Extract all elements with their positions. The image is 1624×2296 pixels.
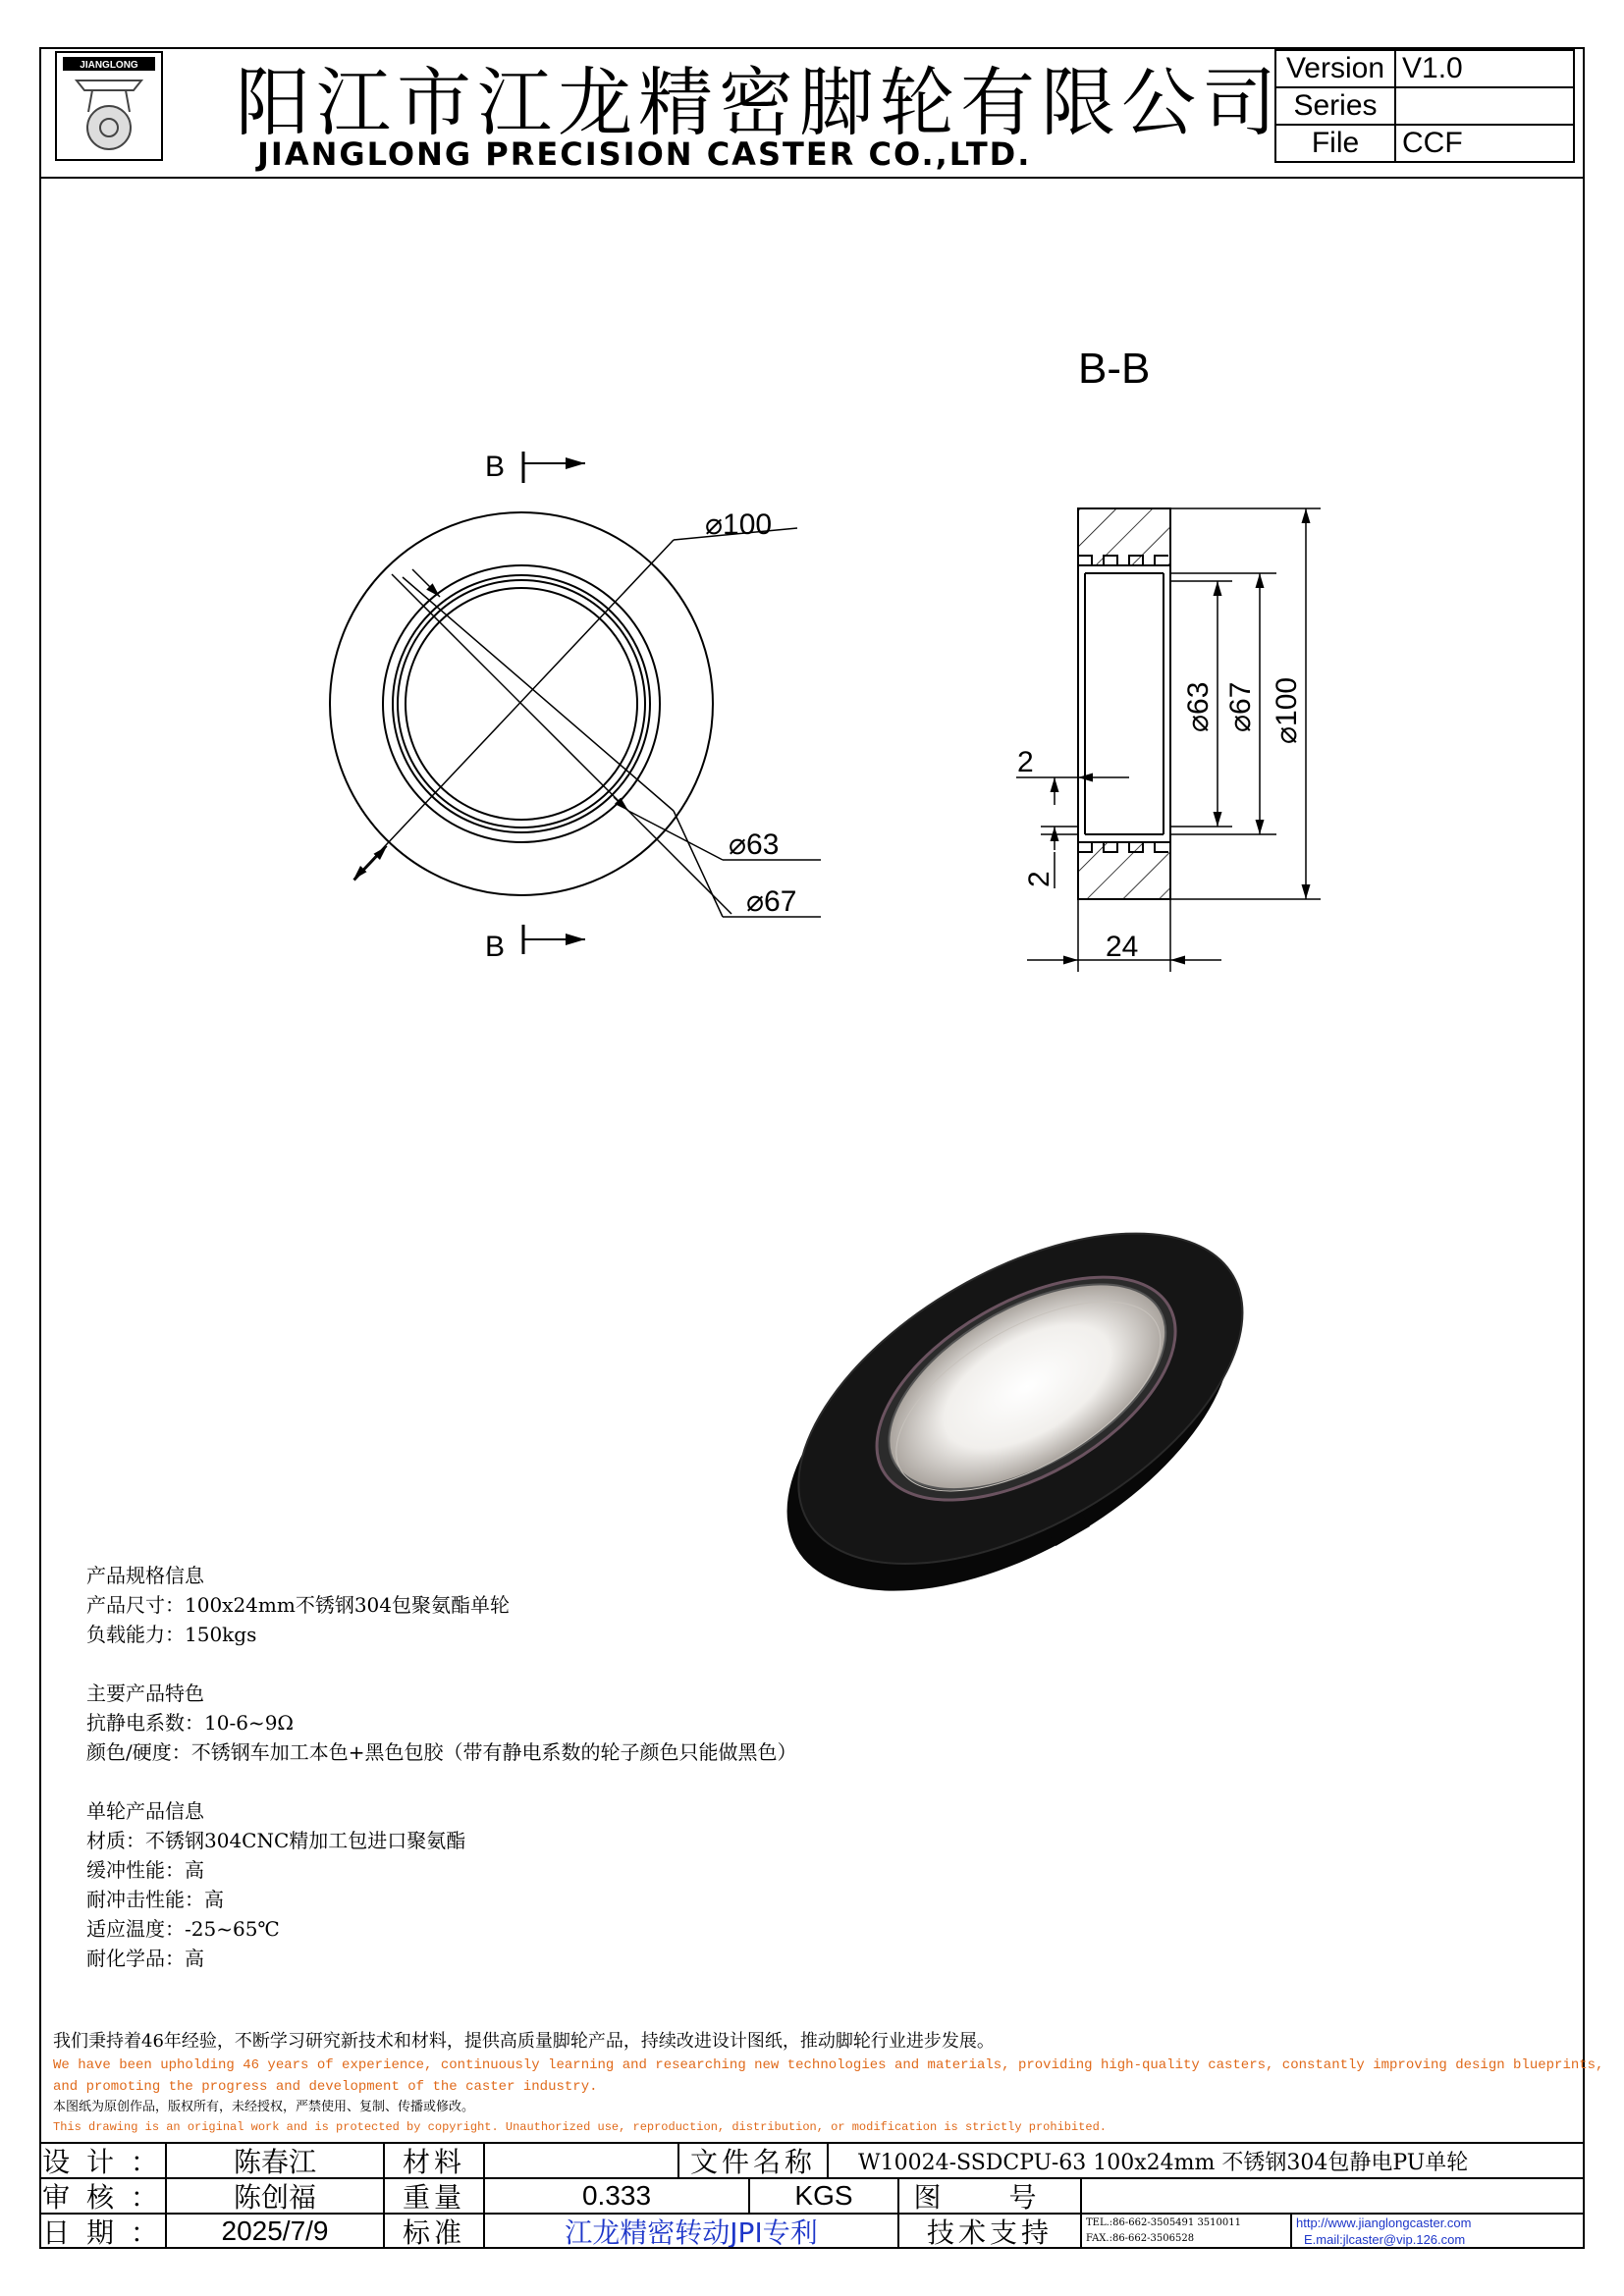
section-mark-bottom: B [485,931,506,963]
spec-group-2-title: 主要产品特色 [86,1682,204,1705]
series-label: Series [1275,87,1395,125]
statement-cn: 我们秉持着46年经验，不断学习研究新技术和材料，提供高质量脚轮产品，持续改进设计图纸，推动脚轮行业进步发展。 [53,2031,995,2052]
version-label: Version [1275,50,1395,87]
spec-temperature: 适应温度：-25~65℃ [86,1917,280,1941]
tech-support-label: 技术支持 [899,2215,1082,2249]
spec-color: 颜色/硬度：不锈钢车加工本色+黑色包胶（带有静电系数的轮子颜色只能做黑色） [86,1740,797,1764]
dim-width: 24 [1106,931,1139,963]
weight-unit: KGS [750,2179,899,2215]
title-block [39,2142,1585,2249]
company-name-en: JIANGLONG PRECISION CASTER CO.,LTD. [257,135,1032,173]
weight-value: 0.333 [485,2179,750,2215]
standard-label: 标准 [385,2215,485,2249]
spec-cushion: 缓冲性能：高 [86,1858,204,1882]
dim-outer-diameter: ⌀100 [705,508,773,541]
company-name-cn: 阳江市江龙精密脚轮有限公司 [236,59,1282,146]
version-value: V1.0 [1395,50,1574,87]
copyright-cn: 本图纸为原创作品，版权所有，未经授权，严禁使用、复制、传播或修改。 [53,2100,475,2114]
spec-group-3 [86,1796,797,1973]
dim-2-bottom: 2 [1023,871,1056,887]
logo-text: JIANGLONG [80,60,138,71]
statement-en-line2: and promoting the progress and development of the caster industry. [53,2079,598,2095]
spec-impact: 耐冲击性能：高 [86,1888,224,1911]
spec-group-1-title: 产品规格信息 [86,1564,204,1587]
drawing-number-value [1082,2179,1585,2215]
drawing-number-label: 图 号 [899,2179,1082,2215]
spec-group-1 [86,1561,797,1649]
fax-text: FAX.:86-662-3506528 [1086,2232,1195,2244]
spec-group-2 [86,1679,797,1767]
filename-value: W10024-SSDCPU-63 100x24mm 不锈钢304包静电PU单轮 [829,2144,1585,2179]
material-label: 材料 [385,2144,485,2179]
section-title: B-B [1078,345,1151,393]
copyright-en: This drawing is an original work and is protected by copyright. Unauthorized use, reproduction, distribution, or modification is strictly prohibited. [53,2120,1107,2134]
section-mark-top: B [485,451,506,483]
statement-en-line1: We have been upholding 46 years of experience, continuously learning and researching new technologies and materials, providing high-quality casters, constantly improving design blueprints, [53,2057,1604,2073]
email-link[interactable]: E.mail:jlcaster@vip.126.com [1304,2231,1466,2247]
review-label: 审 核 ： [39,2179,167,2215]
spec-group-3-title: 单轮产品信息 [86,1799,204,1823]
date-value: 2025/7/9 [167,2215,385,2249]
standard-value: 江龙精密转动JPI专利 [485,2215,899,2249]
dim-mid-diameter: ⌀67 [746,885,797,918]
review-value: 陈创福 [167,2179,385,2215]
file-label: File [1275,125,1395,162]
file-value: CCF [1395,125,1574,162]
design-value: 陈春江 [167,2144,385,2179]
filename-label: 文件名称 [679,2144,829,2179]
side-dim-67: ⌀67 [1224,681,1257,732]
weight-label: 重量 [385,2179,485,2215]
tel-text: TEL.:86-662-3505491 3510011 [1086,2216,1241,2228]
wheel-render [724,1165,1306,1659]
contact-web-block [1292,2215,1585,2249]
spec-material: 材质：不锈钢304CNC精加工包进口聚氨酯 [86,1829,466,1852]
spec-chemical: 耐化学品：高 [86,1947,204,1970]
spec-antistatic: 抗静电系数：10-6~9Ω [86,1711,294,1735]
date-label: 日 期 ： [39,2215,167,2249]
contact-phone-block [1082,2215,1292,2249]
spec-size: 产品尺寸：100x24mm不锈钢304包聚氨酯单轮 [86,1593,511,1617]
dim-2-top: 2 [1017,746,1034,778]
company-statement [53,2029,1604,2137]
side-dim-63: ⌀63 [1182,681,1215,732]
product-specs [86,1561,797,2002]
design-label: 设 计 ： [39,2144,167,2179]
material-value [485,2144,679,2179]
side-dim-100: ⌀100 [1271,676,1303,744]
spec-load: 负载能力：150kgs [86,1623,257,1646]
website-link[interactable]: http://www.jianglongcaster.com [1296,2215,1472,2230]
dim-inner-diameter: ⌀63 [729,828,780,861]
